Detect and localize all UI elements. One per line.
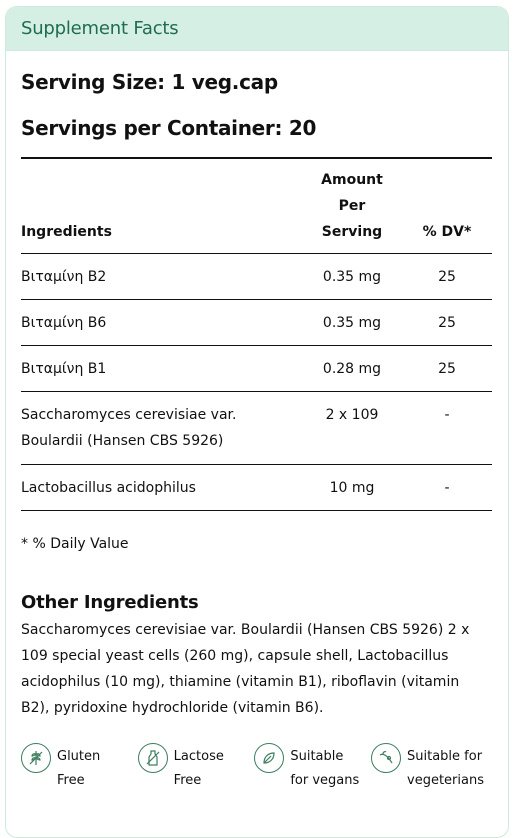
- ingredient-name: Βιταμίνη B2: [21, 268, 107, 285]
- supplement-facts-card: [5, 6, 509, 838]
- other-ingredients-text: Saccharomyces cerevisiae var. Boulardii (Hansen CBS 5926) 2 x 109 special yeast cells (260 mg), capsule shell, Lactobacillus acidophilus (10 mg), thiamine (vitamin B1), riboflavin (vitamin B2), pyridoxine hydrochloride (vitamin B6).: [21, 621, 470, 716]
- ingredient-dv: 25: [438, 360, 456, 377]
- serving-size: Serving Size: 1 veg.cap: [21, 70, 278, 94]
- ingredient-name: Lactobacillus acidophilus: [21, 479, 196, 496]
- col-amount-line: Serving: [321, 223, 383, 240]
- table-row: [21, 464, 492, 510]
- col-amount: [302, 159, 402, 253]
- ingredient-name: Βιταμίνη B1: [21, 360, 107, 377]
- badge-lactose-free: [138, 743, 245, 793]
- ingredient-amount: 0.28 mg: [322, 360, 382, 377]
- table-header-row: [21, 159, 492, 253]
- diet-badges: [21, 743, 493, 793]
- ingredient-name-line: Boulardii (Hansen CBS 5926): [21, 432, 224, 449]
- table-row: [21, 299, 492, 345]
- ingredient-dv: 25: [438, 314, 456, 331]
- ingredient-dv: -: [444, 406, 450, 423]
- ingredient-name-line: Saccharomyces cerevisiae var.: [21, 406, 237, 423]
- col-amount-line: Amount: [321, 171, 383, 188]
- card-title: Supplement Facts: [21, 18, 179, 39]
- badge-label: Suitable for vegeterians: [407, 748, 484, 788]
- badge-label: Gluten Free: [57, 748, 101, 788]
- badge-label: Suitable for vegans: [290, 748, 360, 788]
- ingredient-name: [21, 391, 302, 464]
- badge-gluten-free: [21, 743, 128, 793]
- ingredient-amount: 0.35 mg: [322, 314, 382, 331]
- other-ingredients-title: Other Ingredients: [21, 591, 199, 613]
- col-amount-line: Per: [338, 197, 366, 214]
- lactose-free-icon: [138, 743, 168, 773]
- ingredient-amount: 0.35 mg: [322, 268, 382, 285]
- ingredient-dv: 25: [438, 268, 456, 285]
- badge-label: Lactose Free: [173, 748, 224, 788]
- card-header: [6, 7, 508, 51]
- card-body: [6, 70, 508, 793]
- ingredient-name: Βιταμίνη B6: [21, 314, 107, 331]
- badge-vegan: [254, 743, 361, 793]
- table-row: [21, 253, 492, 299]
- table-row: [21, 345, 492, 391]
- ingredient-dv: -: [444, 479, 450, 496]
- vegan-icon: [254, 743, 284, 773]
- gluten-free-icon: [21, 743, 51, 773]
- vegetarian-icon: [371, 743, 401, 773]
- ingredient-amount: 2 x 109: [325, 406, 379, 423]
- daily-value-note: * % Daily Value: [21, 535, 129, 552]
- ingredients-table: [21, 159, 492, 511]
- table-row: [21, 391, 492, 464]
- col-dv: % DV*: [422, 223, 472, 240]
- ingredient-amount: 10 mg: [329, 479, 375, 496]
- col-ingredients: Ingredients: [21, 223, 112, 240]
- badge-vegetarian: [371, 743, 483, 793]
- servings-per-container: Servings per Container: 20: [21, 116, 317, 140]
